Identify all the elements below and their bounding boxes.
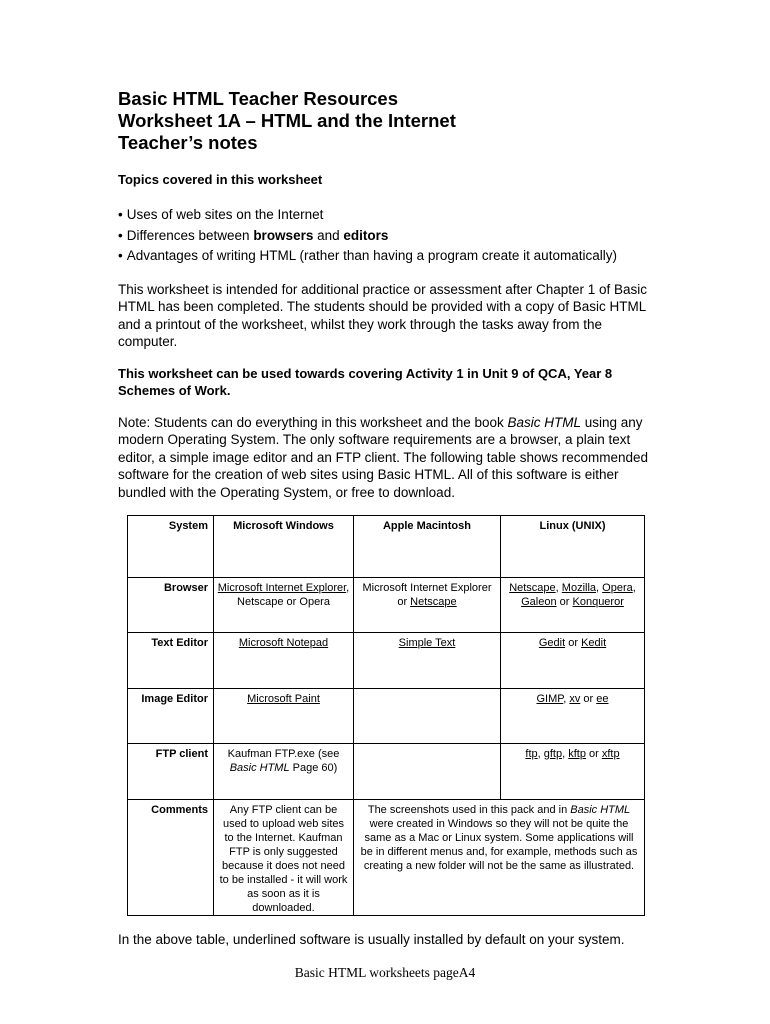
topic-text: Differences between [126,227,254,243]
header-mac: Apple Macintosh [354,516,501,578]
note-text: Note: Students can do everything in this worksheet and the book [118,414,508,430]
underlined-software: Simple Text [398,637,456,649]
title-line-1: Basic HTML Teacher Resources [118,88,399,109]
cell-text-editor-mac [354,633,501,689]
underlined-software: kftp [568,748,586,760]
intended-paragraph: This worksheet is intended for additional practice or assessment after Chapter 1 of Basic HTML has been completed. The students should be provided with a copy of Basic HTML and a printout of the worksheet, whilst they work through the tasks away from the computer. [118,281,648,349]
cell-text: Microsoft Internet Explorer [362,582,492,594]
underlined-software: Mozilla [561,582,597,594]
underlined-software: Gedit [538,637,566,649]
underlined-software: Konqueror [572,596,624,608]
cell-browser-linux [501,578,645,633]
cell-ftp-windows [214,744,354,800]
underlined-software: Opera [602,582,633,594]
row-label-ftp: FTP client [128,744,214,800]
book-title: Basic HTML [570,804,631,816]
cell-text: or [397,596,411,608]
topic-text: and [313,227,344,243]
topic-text: Uses of web sites on the Internet [126,207,324,222]
cell-text: , Netscape or Opera [237,582,350,608]
underlined-software: xv [569,693,581,705]
cell-text-editor-windows [214,633,354,689]
header-windows: Microsoft Windows [214,516,354,578]
table-row-comments [128,800,645,916]
underlined-software: GIMP [536,693,564,705]
cell-comments-other [354,800,645,916]
underlined-software: Microsoft Notepad [238,637,329,649]
topics-list [118,205,663,267]
table-footnote: In the above table, underlined software is usually installed by default on your system. [118,932,625,947]
table-row-browser [128,578,645,633]
worksheet-page [118,88,663,501]
software-table [127,515,645,916]
underlined-software: xftp [601,748,620,760]
row-label-browser: Browser [128,578,214,633]
underlined-software: Netscape [410,596,457,608]
topics-heading: Topics covered in this worksheet [118,172,323,187]
topic-text: Advantages of writing HTML (rather than having a program create it automatically) [126,248,617,263]
cell-text: , [555,582,562,594]
qca-paragraph: This worksheet can be used towards covering Activity 1 in Unit 9 of QCA, Year 8 Schemes of Work. [118,365,613,398]
topic-bold: editors [343,227,389,243]
cell-image-editor-linux [501,689,645,744]
cell-image-editor-windows [214,689,354,744]
underlined-software: Microsoft Internet Explorer [217,582,347,594]
title-line-2: Worksheet 1A – HTML and the Internet [118,110,456,131]
cell-image-editor-mac [354,689,501,744]
cell-text: or [565,637,582,649]
row-label-text-editor: Text Editor [128,633,214,689]
underlined-software: ee [596,693,609,705]
table-header-row [128,516,645,578]
title-line-3: Teacher’s notes [118,132,258,153]
header-system: System [128,516,214,578]
topic-item [118,226,663,247]
cell-text: or [585,748,602,760]
row-label-image-editor: Image Editor [128,689,214,744]
cell-text: Kaufman FTP.exe (see [227,748,340,760]
table-row-text-editor [128,633,645,689]
page-footer: Basic HTML worksheets pageA4 [294,965,476,980]
cell-text: Page 60) [289,762,338,774]
cell-comments-windows: Any FTP client can be used to upload web sites to the Internet. Kaufman FTP is only suggested because it does not need to be installed - it will work as soon as it is downloaded. [214,800,354,916]
note-paragraph [118,414,663,502]
underlined-software: Kedit [581,637,607,649]
table-row-ftp [128,744,645,800]
underlined-software: ftp [525,748,538,760]
note-text: using any modern Operating System. The only software requirements are a browser, a plain text editor, a simple image editor and an FTP client. The following table shows recommended software for the creation of web sites using Basic HTML. All of this software is either bundled with the Operating System, or free to download. [118,414,649,500]
underlined-software: Netscape [509,582,556,594]
cell-browser-windows [214,578,354,633]
cell-text: , [563,693,570,705]
note-book-title: Basic HTML [507,414,582,430]
topic-bold: browsers [253,227,314,243]
cell-text: were created in Windows so they will not be quite the same as a Mac or Linux system. Some applications will be in different menus and, for example, methods such as creating a new folder will not be the same as illustrated. [360,818,638,872]
row-label-comments: Comments [128,800,214,916]
cell-ftp-linux [501,744,645,800]
underlined-software: Galeon [521,596,557,608]
cell-text: , [632,582,636,594]
cell-text: , [537,748,544,760]
cell-ftp-mac [354,744,501,800]
topic-item [118,205,663,226]
underlined-software: Microsoft Paint [247,693,320,705]
book-title: Basic HTML [229,762,290,774]
underlined-software: gftp [543,748,563,760]
cell-browser-mac [354,578,501,633]
cell-text: , [562,748,569,760]
cell-text: or [580,693,597,705]
cell-text-editor-linux [501,633,645,689]
table-row-image-editor [128,689,645,744]
cell-text: , [596,582,603,594]
cell-text: The screenshots used in this pack and in [367,804,571,816]
header-linux: Linux (UNIX) [501,516,645,578]
cell-text: or [556,596,573,608]
topic-item [118,246,663,267]
